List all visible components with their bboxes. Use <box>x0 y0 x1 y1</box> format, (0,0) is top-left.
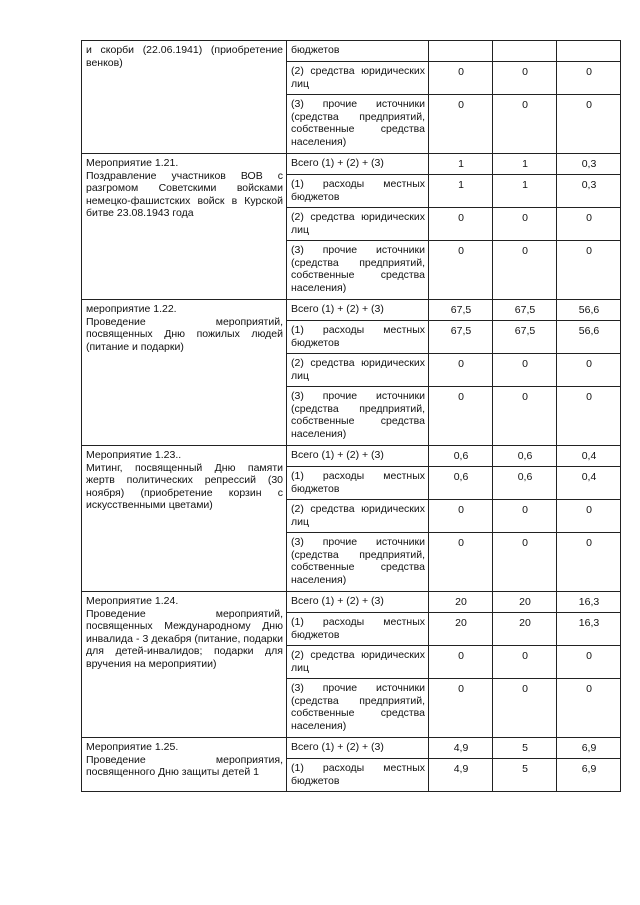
event-cell <box>82 300 287 446</box>
event-description: и скорби (22.06.1941) (приобретение венков) <box>86 44 283 69</box>
table-row <box>82 446 621 467</box>
amount-cell: 0 <box>429 62 493 95</box>
funding-source: (1) расходы местных бюджетов <box>287 321 429 354</box>
event-cell <box>82 446 287 592</box>
amount-cell: 0 <box>493 95 557 154</box>
amount-cell: 0 <box>557 241 621 300</box>
amount-cell: 0 <box>493 241 557 300</box>
amount-cell: 0 <box>557 387 621 446</box>
amount-cell: 0 <box>493 62 557 95</box>
amount-cell: 1 <box>493 154 557 175</box>
funding-source: (3) прочие источники (средства предприятий, собственные средства населения) <box>287 533 429 592</box>
amount-cell: 0 <box>429 95 493 154</box>
amount-cell: 16,3 <box>557 592 621 613</box>
amount-cell: 1 <box>493 175 557 208</box>
amount-cell: 67,5 <box>429 300 493 321</box>
funding-source: (2) средства юридических лиц <box>287 208 429 241</box>
funding-source: (2) средства юридических лиц <box>287 62 429 95</box>
amount-cell: 0,3 <box>557 154 621 175</box>
amount-cell: 0 <box>493 679 557 738</box>
event-cell <box>82 41 287 154</box>
amount-cell: 0 <box>557 95 621 154</box>
event-cell <box>82 592 287 738</box>
amount-cell: 5 <box>493 738 557 759</box>
amount-cell: 0 <box>557 679 621 738</box>
amount-cell: 56,6 <box>557 300 621 321</box>
table-row <box>82 41 621 62</box>
funding-source: Всего (1) + (2) + (3) <box>287 154 429 175</box>
funding-source: (3) прочие источники (средства предприятий, собственные средства населения) <box>287 95 429 154</box>
amount-cell: 4,9 <box>429 759 493 792</box>
amount-cell: 0 <box>429 354 493 387</box>
amount-cell: 0 <box>429 208 493 241</box>
amount-cell: 0 <box>557 500 621 533</box>
amount-cell: 0 <box>493 533 557 592</box>
event-title: Мероприятие 1.23.. <box>86 449 182 461</box>
amount-cell: 67,5 <box>429 321 493 354</box>
amount-cell: 0 <box>429 646 493 679</box>
amount-cell: 0,3 <box>557 175 621 208</box>
amount-cell: 0,4 <box>557 467 621 500</box>
table-row <box>82 154 621 175</box>
event-cell <box>82 154 287 300</box>
budget-table-body <box>82 41 621 792</box>
funding-source: (3) прочие источники (средства предприятий, собственные средства населения) <box>287 679 429 738</box>
funding-source: (1) расходы местных бюджетов <box>287 759 429 792</box>
amount-cell: 0 <box>429 387 493 446</box>
amount-cell: 0 <box>493 387 557 446</box>
table-row <box>82 300 621 321</box>
event-title: Мероприятие 1.25. <box>86 741 179 753</box>
amount-cell: 4,9 <box>429 738 493 759</box>
funding-source: (1) расходы местных бюджетов <box>287 175 429 208</box>
amount-cell: 16,3 <box>557 613 621 646</box>
amount-cell: 20 <box>493 613 557 646</box>
event-cell <box>82 738 287 792</box>
funding-source: Всего (1) + (2) + (3) <box>287 446 429 467</box>
amount-cell: 67,5 <box>493 300 557 321</box>
amount-cell: 0 <box>429 500 493 533</box>
funding-source: (2) средства юридических лиц <box>287 500 429 533</box>
amount-cell: 0 <box>429 533 493 592</box>
amount-cell: 20 <box>429 613 493 646</box>
amount-cell: 0 <box>557 646 621 679</box>
amount-cell: 0,6 <box>429 467 493 500</box>
amount-cell: 0 <box>557 533 621 592</box>
funding-source: (3) прочие источники (средства предприятий, собственные средства населения) <box>287 241 429 300</box>
amount-cell: 6,9 <box>557 738 621 759</box>
amount-cell: 0 <box>429 241 493 300</box>
event-description: Проведение мероприятия, посвященного Дню защиты детей 1 <box>86 753 283 778</box>
amount-cell: 20 <box>493 592 557 613</box>
amount-cell: 0 <box>429 679 493 738</box>
amount-cell: 0 <box>557 208 621 241</box>
amount-cell: 0 <box>557 354 621 387</box>
amount-cell: 1 <box>429 175 493 208</box>
amount-cell: 5 <box>493 759 557 792</box>
amount-cell: 67,5 <box>493 321 557 354</box>
amount-cell: 0 <box>493 646 557 679</box>
event-title: мероприятие 1.22. <box>86 303 177 315</box>
event-description: Проведение мероприятий, посвященных Международному Дню инвалида - 3 декабря (питание, подарки для детей-инвалидов; подарки для вручения на мероприятии) <box>86 607 283 670</box>
funding-source: Всего (1) + (2) + (3) <box>287 300 429 321</box>
amount-cell: 0 <box>493 500 557 533</box>
funding-source: (1) расходы местных бюджетов <box>287 613 429 646</box>
amount-cell: 0 <box>493 208 557 241</box>
amount-cell <box>493 41 557 62</box>
amount-cell: 0 <box>557 62 621 95</box>
budget-table <box>81 40 621 792</box>
funding-source: (3) прочие источники (средства предприятий, собственные средства населения) <box>287 387 429 446</box>
table-row <box>82 592 621 613</box>
amount-cell <box>557 41 621 62</box>
event-title: Мероприятие 1.21. <box>86 157 179 169</box>
amount-cell: 0,6 <box>493 446 557 467</box>
amount-cell: 0,6 <box>429 446 493 467</box>
amount-cell: 1 <box>429 154 493 175</box>
amount-cell: 0,6 <box>493 467 557 500</box>
event-title: Мероприятие 1.24. <box>86 595 179 607</box>
event-description: Проведение мероприятий, посвященных Дню пожилых людей (питание и подарки) <box>86 315 283 353</box>
amount-cell: 20 <box>429 592 493 613</box>
event-description: Митинг, посвященный Дню памяти жертв политических репрессий (30 ноября) (приобретение корзин с искусственными цветами) <box>86 461 283 511</box>
event-description: Поздравление участников ВОВ с разгромом Советскими войсками немецко-фашистских войск в Курской битве 23.08.1943 года <box>86 169 283 219</box>
funding-source: бюджетов <box>287 41 429 62</box>
funding-source: Всего (1) + (2) + (3) <box>287 592 429 613</box>
amount-cell <box>429 41 493 62</box>
amount-cell: 0,4 <box>557 446 621 467</box>
amount-cell: 56,6 <box>557 321 621 354</box>
funding-source: (1) расходы местных бюджетов <box>287 467 429 500</box>
amount-cell: 6,9 <box>557 759 621 792</box>
funding-source: Всего (1) + (2) + (3) <box>287 738 429 759</box>
table-row <box>82 738 621 759</box>
amount-cell: 0 <box>493 354 557 387</box>
funding-source: (2) средства юридических лиц <box>287 646 429 679</box>
funding-source: (2) средства юридических лиц <box>287 354 429 387</box>
